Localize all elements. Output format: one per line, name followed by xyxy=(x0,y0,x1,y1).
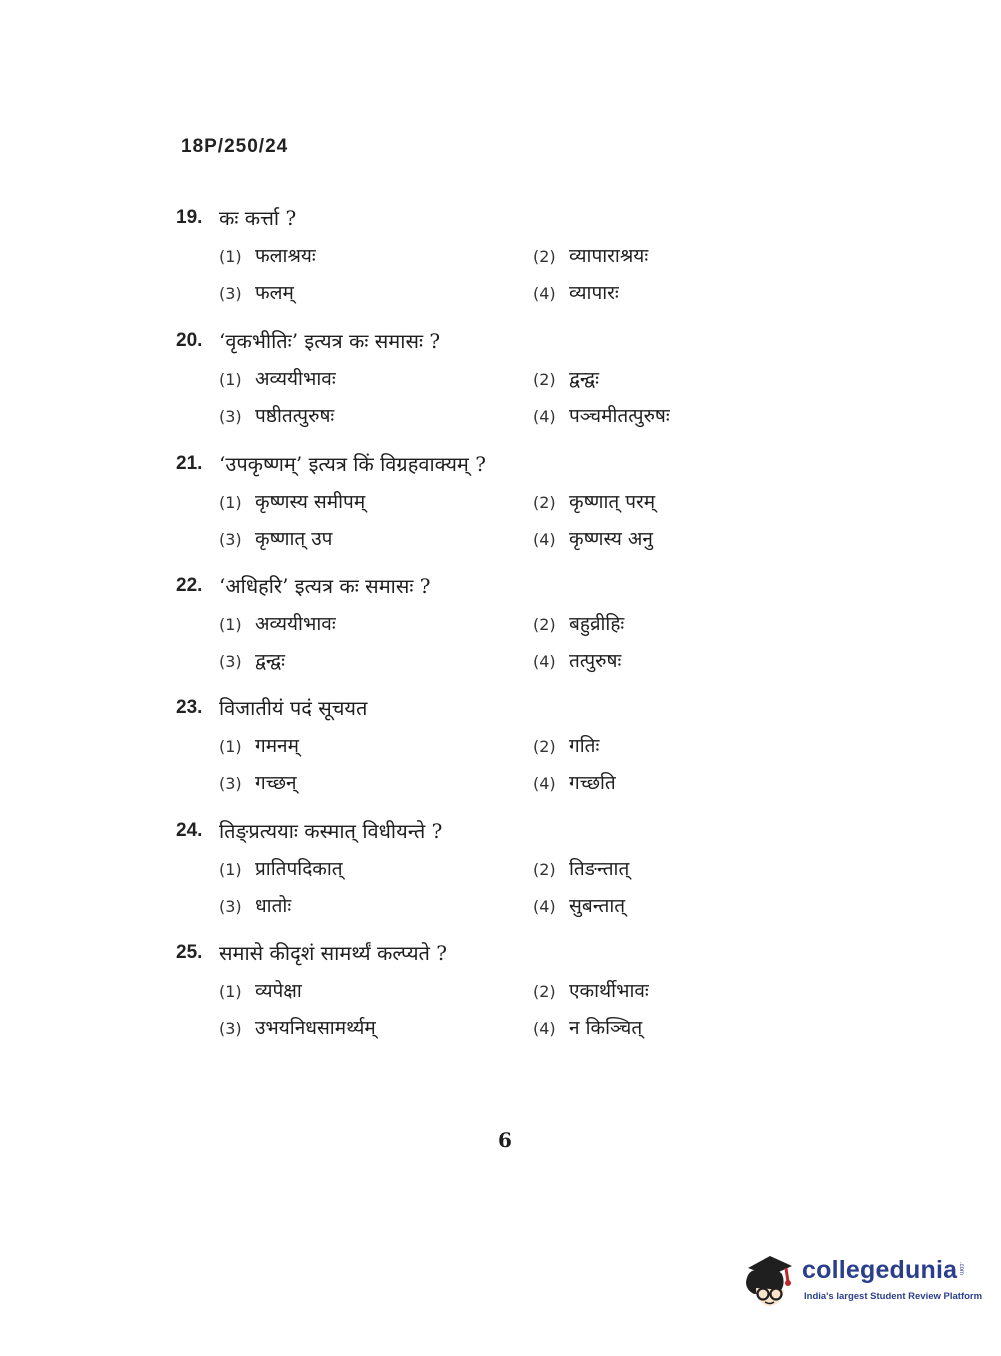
collegedunia-watermark xyxy=(742,1248,983,1312)
option-2: (2) व्यापाराश्रयः xyxy=(533,245,649,267)
question-24 xyxy=(0,816,1001,928)
option-4: (4) गच्छति xyxy=(533,772,616,794)
paper-code: 18P/250/24 xyxy=(181,136,289,157)
question-text: ‘वृकभीतिः’ इत्यत्र कः समासः ? xyxy=(219,329,441,353)
question-number: 25. xyxy=(176,942,203,963)
question-number: 19. xyxy=(176,207,203,228)
option-4: (4) तत्पुरुषः xyxy=(533,650,622,672)
question-19 xyxy=(0,203,1001,315)
option-4: (4) कृष्णस्य अनु xyxy=(533,528,653,550)
question-number: 21. xyxy=(176,453,203,474)
question-20 xyxy=(0,326,1001,438)
option-4: (4) व्यापारः xyxy=(533,282,619,304)
brand-name: collegedunia xyxy=(802,1256,958,1284)
option-2: (2) बहुव्रीहिः xyxy=(533,613,625,635)
option-3: (3) धातोः xyxy=(219,895,292,917)
option-3: (3) कृष्णात् उप xyxy=(219,528,333,550)
option-3: (3) फलम् xyxy=(219,282,294,304)
question-text: समासे कीदृशं सामर्थ्यं कल्प्यते ? xyxy=(219,941,448,965)
option-3: (3) पष्ठीतत्पुरुषः xyxy=(219,405,335,427)
question-22 xyxy=(0,571,1001,683)
option-3: (3) उभयनिधसामर्थ्यम् xyxy=(219,1017,376,1039)
page-number: 6 xyxy=(498,1128,512,1152)
option-3: (3) द्वन्द्वः xyxy=(219,650,285,672)
question-21 xyxy=(0,449,1001,561)
option-1: (1) व्यपेक्षा xyxy=(219,980,302,1002)
question-23 xyxy=(0,693,1001,805)
option-2: (2) द्वन्द्वः xyxy=(533,368,599,390)
option-1: (1) फलाश्रयः xyxy=(219,245,316,267)
option-4: (4) न किञ्चित् xyxy=(533,1017,643,1039)
student-mascot-icon xyxy=(742,1248,800,1310)
option-2: (2) तिङन्तात् xyxy=(533,858,630,880)
question-number: 22. xyxy=(176,575,203,596)
question-text: ‘अधिहरि’ इत्यत्र कः समासः ? xyxy=(219,574,431,598)
option-2: (2) एकार्थीभावः xyxy=(533,980,649,1002)
option-1: (1) अव्ययीभावः xyxy=(219,368,336,390)
option-2: (2) कृष्णात् परम् xyxy=(533,491,656,513)
question-number: 23. xyxy=(176,697,203,718)
option-1: (1) कृष्णस्य समीपम् xyxy=(219,491,366,513)
option-4: (4) सुबन्तात् xyxy=(533,895,626,917)
brand-tagline: India's largest Student Review Platform xyxy=(804,1291,983,1302)
question-text: विजातीयं पदं सूचयत xyxy=(219,696,368,720)
option-4: (4) पञ्चमीतत्पुरुषः xyxy=(533,405,670,427)
option-3: (3) गच्छन् xyxy=(219,772,297,794)
question-number: 24. xyxy=(176,820,203,841)
brand-domain: .com xyxy=(958,1262,964,1276)
question-25 xyxy=(0,938,1001,1050)
option-1: (1) गमनम् xyxy=(219,735,299,757)
question-text: ‘उपकृष्णम्’ इत्यत्र किं विग्रहवाक्यम् ? xyxy=(219,452,486,476)
question-number: 20. xyxy=(176,330,203,351)
option-1: (1) प्रातिपदिकात् xyxy=(219,858,343,880)
option-2: (2) गतिः xyxy=(533,735,600,757)
question-text: तिङ्प्रत्ययाः कस्मात् विधीयन्ते ? xyxy=(219,819,443,843)
option-1: (1) अव्ययीभावः xyxy=(219,613,336,635)
question-text: कः कर्त्ता ? xyxy=(219,206,297,230)
